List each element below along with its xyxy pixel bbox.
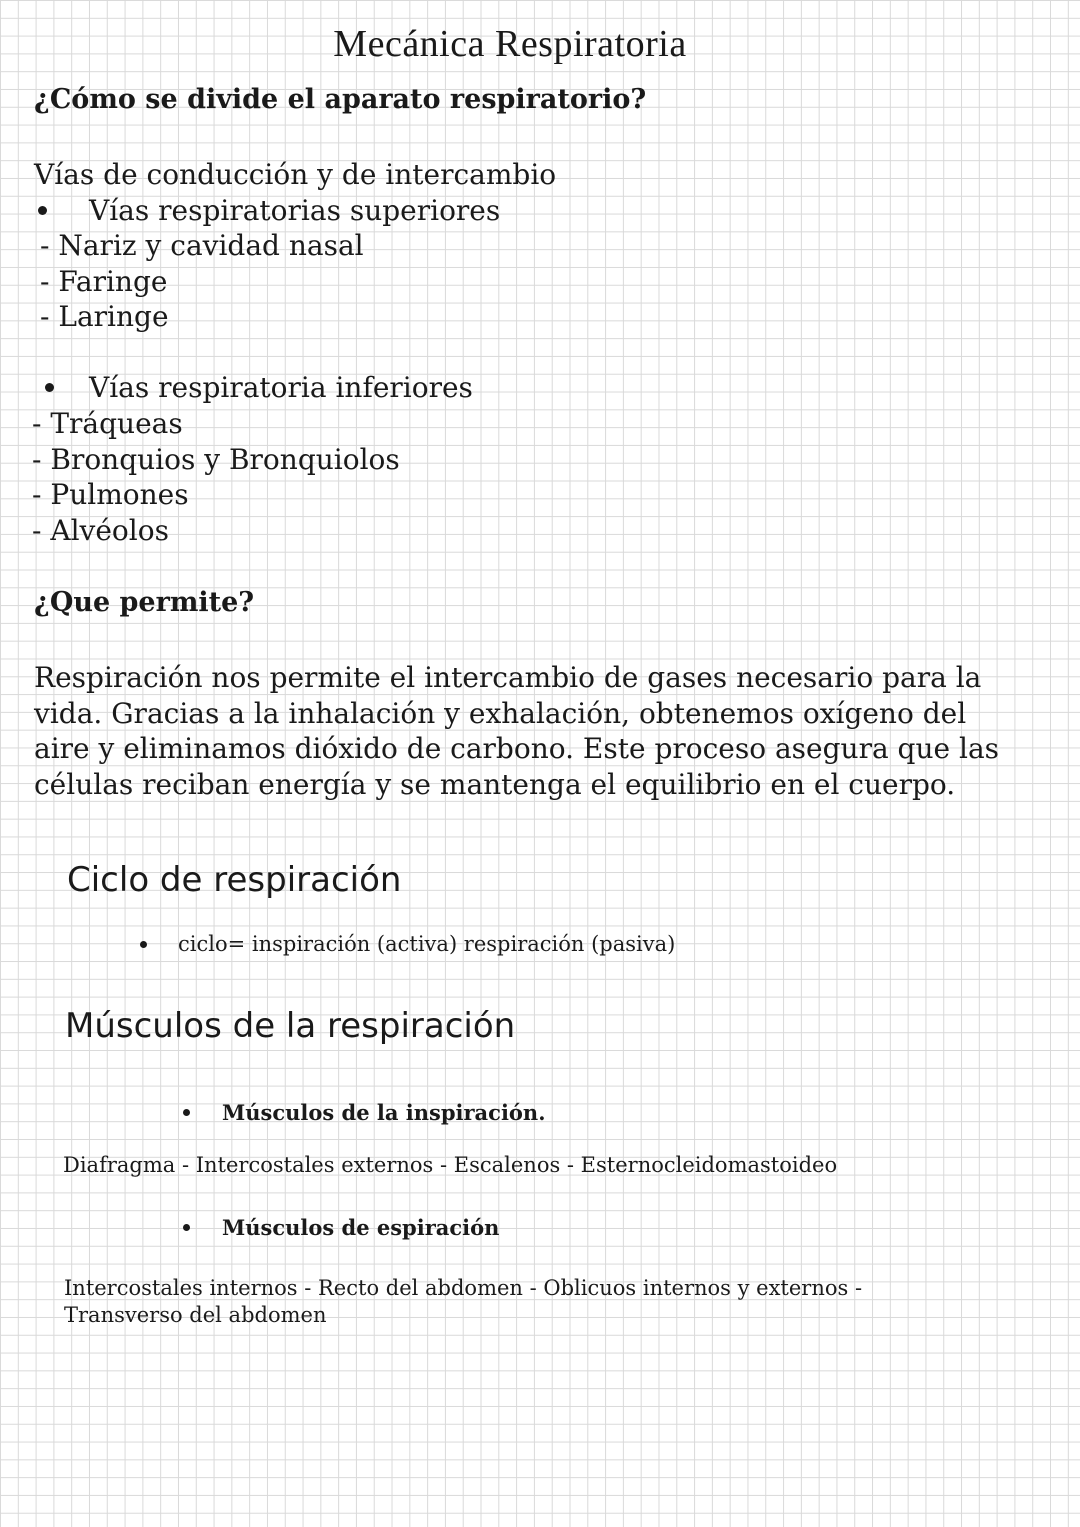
- bullet-icon: [38, 206, 47, 215]
- upper-item: - Laringe: [40, 300, 169, 333]
- paragraph-line: células reciban energía y se mantenga el equilibrio en el cuerpo.: [34, 767, 956, 801]
- upper-tract-label: Vías respiratorias superiores: [89, 194, 501, 227]
- question-function: ¿Que permite?: [34, 587, 255, 618]
- function-paragraph: [34, 660, 1034, 802]
- intro-line: Vías de conducción y de intercambio: [34, 158, 557, 191]
- paragraph-line: vida. Gracias a la inhalación y exhalación, obtenemos oxígeno del: [34, 696, 967, 730]
- paragraph-line: Respiración nos permite el intercambio de gases necesario para la: [34, 661, 982, 694]
- lower-item: - Alvéolos: [32, 514, 169, 547]
- upper-item: - Nariz y cavidad nasal: [40, 229, 364, 262]
- upper-item: - Faringe: [40, 265, 168, 298]
- bullet-icon: [183, 1224, 190, 1231]
- inspiration-list: Diafragma - Intercostales externos - Escalenos - Esternocleidomastoideo: [63, 1153, 838, 1177]
- paragraph-line: aire y eliminamos dióxido de carbono. Este proceso asegura que las: [34, 732, 1000, 765]
- lower-item: - Bronquios y Bronquiolos: [32, 443, 400, 476]
- lower-item: - Pulmones: [32, 478, 189, 511]
- expiration-label: Músculos de espiración: [222, 1215, 500, 1240]
- bullet-icon: [183, 1109, 190, 1116]
- page-title: Mecánica Respiratoria: [333, 23, 687, 65]
- cycle-text: ciclo= inspiración (activa) respiración (pasiva): [178, 932, 676, 956]
- question-division: ¿Cómo se divide el aparato respiratorio?: [34, 84, 647, 115]
- expiration-bullet: [183, 1215, 499, 1240]
- inspiration-label: Músculos de la inspiración.: [222, 1100, 546, 1125]
- bullet-icon: [45, 383, 54, 392]
- cycle-heading: Ciclo de respiración: [67, 860, 402, 900]
- lower-tract-heading: [45, 370, 473, 406]
- muscles-heading: Músculos de la respiración: [65, 1006, 516, 1046]
- expiration-list-line: Intercostales internos - Recto del abdomen - Oblicuos internos y externos -: [64, 1276, 863, 1300]
- lower-item: - Tráqueas: [32, 407, 183, 440]
- cycle-bullet: [140, 932, 675, 956]
- lower-tract-label: Vías respiratoria inferiores: [89, 371, 473, 404]
- inspiration-bullet: [183, 1100, 546, 1125]
- expiration-list-line: Transverso del abdomen: [64, 1303, 327, 1327]
- bullet-icon: [140, 941, 147, 948]
- upper-tract-heading: [38, 193, 500, 229]
